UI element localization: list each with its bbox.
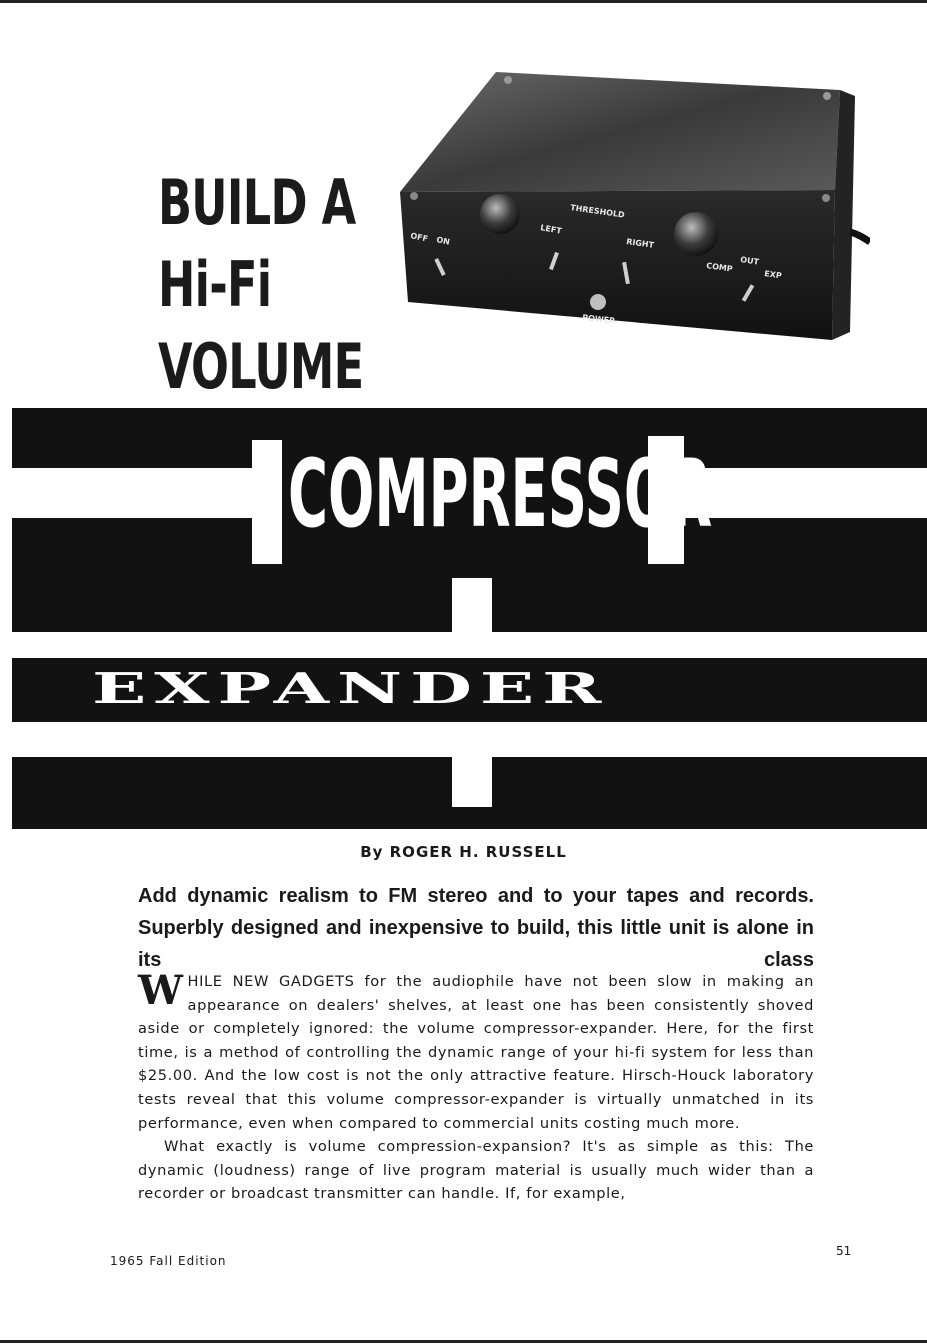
bottom-edge-rule: [0, 1340, 927, 1343]
byline: By ROGER H. RUSSELL: [360, 843, 567, 861]
white-stem-lower: [452, 757, 492, 807]
label-out: OUT: [739, 255, 760, 267]
headline-line-2: Hi-Fi: [158, 248, 272, 321]
label-comp: COMP: [705, 261, 734, 274]
title-expander: EXPANDER: [92, 663, 610, 713]
label-exp: EXP: [763, 269, 783, 281]
label-off: OFF: [409, 231, 429, 244]
headline-line-3: VOLUME: [158, 330, 364, 403]
deck-subtitle: Add dynamic realism to FM stereo and to your tapes and records. Superbly designed and inexpensive to build, this little unit is alone in its class: [138, 885, 814, 971]
power-lamp: [590, 294, 606, 310]
drop-cap: W: [138, 967, 184, 1014]
top-edge-rule: [0, 0, 927, 3]
label-power: POWER: [581, 313, 616, 326]
white-block-left: [252, 440, 282, 564]
paragraph-1-text: HILE NEW GADGETS for the audiophile have not been slow in making an appearance on dealers' shelves, at least one has been consistently shoved aside or completely ignored: the volume compressor-expander. Here, for the first time, is a method of controlling the dynamic range of your hi-fi system for less than $25.00. And the low cost is not the only attractive feature. Hirsch-Houck laboratory tests reveal that this volume compressor-expander is virtually unmatched in its performance, even when compared to commercial units costing much more.: [138, 973, 814, 1132]
white-stripe-right: [684, 468, 927, 518]
headline-line-1: BUILD A: [158, 166, 356, 239]
edition-label: 1965 Fall Edition: [110, 1254, 227, 1268]
label-left: LEFT: [539, 223, 563, 236]
page-number: 51: [836, 1244, 852, 1258]
device-photo: [380, 62, 870, 352]
label-on: ON: [435, 235, 451, 247]
title-compressor: COMPRESSOR: [288, 440, 713, 549]
right-threshold-knob: [674, 212, 718, 256]
label-threshold: THRESHOLD: [569, 203, 626, 220]
white-stripe-upper: [12, 468, 252, 518]
headline: [158, 162, 363, 408]
white-stem-compressor: [452, 578, 492, 632]
left-threshold-knob: [480, 194, 520, 234]
article-body: [138, 967, 814, 1206]
label-right: RIGHT: [625, 237, 655, 250]
paragraph-1: [138, 967, 814, 1135]
paragraph-2: What exactly is volume compression-expansion? It's as simple as this: The dynamic (loudness) range of live program material is usually much wider than a recorder or broadcast transmitter can handle. If, for example,: [138, 1138, 814, 1203]
